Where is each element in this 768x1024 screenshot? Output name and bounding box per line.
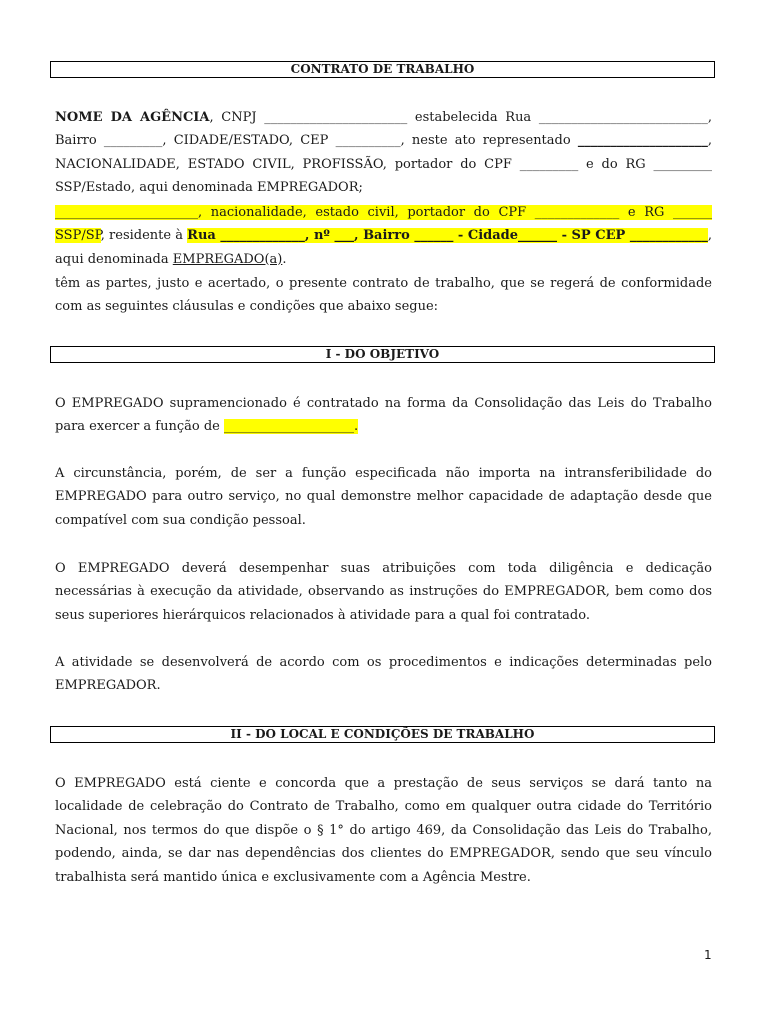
page-number: 1 <box>704 948 712 962</box>
section-2-paragraph-1: O EMPREGADO está ciente e concorda que a prestação de seus serviços se dará tanto na localidade de celebração do Contrato de Trabalho, como em qualquer outra cidade do Território Nacional, nos termos do que dispõe o § 1° do artigo 469, da Consolidação das Leis do Trabalho, podendo, ainda, se dar nas dependências dos clientes do EMPREGADOR, sendo que seu vínculo trabalhista será mantido única e exclusivamente com a Agência Mestre. <box>55 776 712 885</box>
employer-paragraph <box>55 106 712 200</box>
employer-text-end: , NACIONALIDADE, ESTADO CIVIL, PROFISSÃO, portador do CPF _________ e do RG _________ SSP/Estado, aqui denominada EMPREGADOR; <box>55 133 712 196</box>
section-1-paragraph-3: O EMPREGADO deverá desempenhar suas atribuições com toda diligência e dedicação necessárias à execução da atividade, observando as instruções do EMPREGADOR, bem como dos seus superiores hierárquicos relacionados à atividade para a qual foi contratado. <box>55 561 712 623</box>
section-1-paragraph-4: A atividade se desenvolverá de acordo com os procedimentos e indicações determinadas pelo EMPREGADOR. <box>55 655 712 694</box>
employee-address-highlight: Rua _____________, nº ___, Bairro ______ - Cidade______ - SP CEP ____________ <box>187 228 708 244</box>
employee-data-highlight: ______________________, nacionalidade, estado civil, portador do CPF _____________ e RG ______ SSP/SP <box>55 205 712 244</box>
employee-label: EMPREGADO(a) <box>172 251 283 267</box>
section-2-heading-box <box>50 726 715 743</box>
employee-text-2: , aqui denominada <box>55 228 712 267</box>
section-1-heading: I - DO OBJETIVO <box>325 347 440 361</box>
employee-text-1: , residente à <box>100 228 188 244</box>
section-1-paragraph-1 <box>55 392 712 439</box>
representative-blank: ____________________ <box>577 133 708 149</box>
employer-text: , CNPJ ______________________ estabelecida Rua __________________________, Bairro _________, CIDADE/ESTADO, CEP __________, neste ato representado <box>55 110 712 149</box>
employee-text-3: . <box>282 251 287 267</box>
employee-paragraph <box>55 201 712 271</box>
contract-title-box <box>50 61 715 78</box>
section-2-heading: II - DO LOCAL E CONDIÇÕES DE TRABALHO <box>230 727 535 741</box>
function-blank-highlight: ____________________. <box>224 419 359 435</box>
function-text: O EMPREGADO supramencionado é contratado na forma da Consolidação das Leis do Trabalho para exercer a função de <box>55 396 712 435</box>
section-1-paragraph-2: A circunstância, porém, de ser a função especificada não importa na intransferibilidade do EMPREGADO para outro serviço, no qual demonstre melhor capacidade de adaptação desde que compatível com sua condição pessoal. <box>55 466 712 528</box>
intro-paragraph: têm as partes, justo e acertado, o presente contrato de trabalho, que se regerá de conformidade com as seguintes cláusulas e condições que abaixo segue: <box>55 276 712 315</box>
agency-name: NOME DA AGÊNCIA <box>55 110 210 125</box>
contract-title: CONTRATO DE TRABALHO <box>290 62 475 76</box>
section-1-heading-box <box>50 346 715 363</box>
